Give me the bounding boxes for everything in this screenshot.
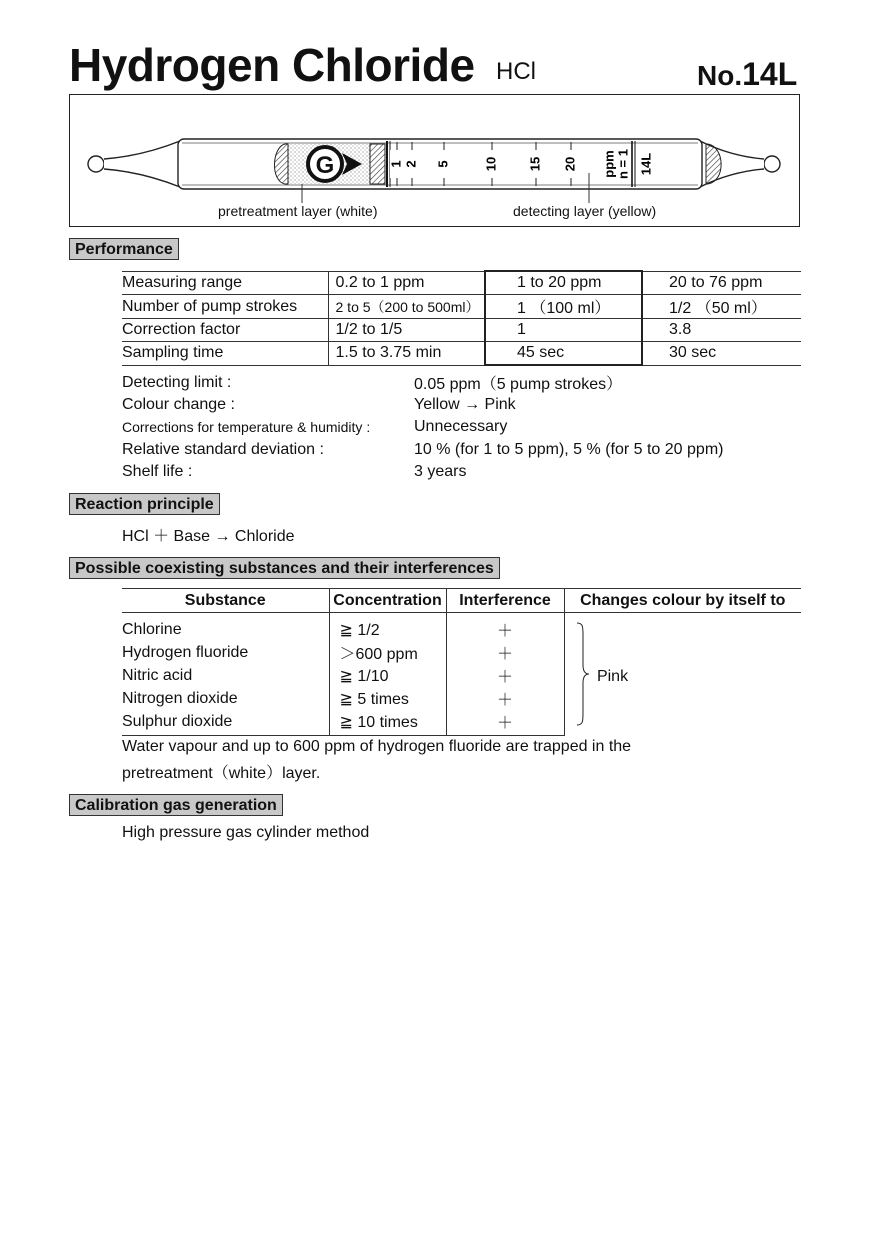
property-value: Yellow → Pink (414, 396, 516, 414)
substance-cell: Hydrogen fluoride (122, 643, 249, 661)
concentration-cell: ＞600 ppm (329, 641, 446, 664)
cell-highlighted: 1 （100 ml） (485, 295, 642, 319)
detecting-layer-label: detecting layer (yellow) (513, 203, 657, 219)
page-title: Hydrogen Chloride (69, 39, 475, 91)
performance-table (122, 270, 801, 366)
substance-cell: Sulphur dioxide (122, 710, 329, 736)
calibration-method: High pressure gas cylinder method (122, 824, 370, 841)
row-label: Number of pump strokes (122, 295, 328, 319)
brace-icon (575, 621, 591, 732)
interference-cell: ＋ (446, 641, 564, 664)
tube-number-value: 14L (742, 56, 798, 92)
row-label: Sampling time (122, 342, 328, 366)
concentration-cell: ≧ 10 times (329, 710, 446, 736)
colour-change-cell (564, 613, 801, 736)
property-label: Relative standard deviation : (122, 440, 324, 458)
pretreatment-layer-label: pretreatment layer (white) (218, 203, 378, 219)
cell-highlighted: 45 sec (485, 342, 642, 366)
property-value: 3 years (414, 463, 467, 481)
reaction-equation: HCl ＋ Base → Chloride (122, 528, 295, 545)
interference-cell: ＋ (446, 613, 564, 642)
cell-highlighted: 1 to 20 ppm (485, 271, 642, 295)
table-row (122, 271, 801, 295)
colour-change-value: Pink (596, 667, 629, 685)
cell-highlighted: 1 (485, 319, 642, 342)
separator-plug (370, 144, 385, 184)
property-value: 0.05 ppm（5 pump strokes） (414, 376, 623, 393)
tube-number-prefix: No. (697, 60, 743, 91)
cell: 1/2 （50 ml） (642, 295, 801, 319)
row-label: Measuring range (122, 271, 328, 295)
substance-cell: Chlorine (122, 620, 182, 638)
cell: 2 to 5（200 to 500ml） (328, 295, 485, 319)
tube-number (697, 56, 797, 93)
interference-note-line-2: pretreatment（white）layer. (122, 765, 321, 782)
list-item (122, 461, 723, 483)
chemical-formula: HCl (496, 58, 536, 85)
scale-label: 20 (562, 156, 578, 172)
interference-cell: ＋ (446, 664, 564, 687)
property-label: Colour change : (122, 396, 235, 414)
row-label: Correction factor (122, 319, 328, 342)
tube-code-label: 14L (638, 152, 654, 176)
properties-list (122, 371, 723, 483)
table-row (122, 342, 801, 366)
interference-note-line-1: Water vapour and up to 600 ppm of hydrogen fluoride are trapped in the (122, 738, 632, 755)
column-header: Interference (446, 589, 564, 613)
column-header: Concentration (329, 589, 446, 613)
unit-label: ppm (601, 150, 617, 178)
cell: 20 to 76 ppm (642, 271, 801, 295)
scale-label: 10 (483, 156, 499, 172)
table-row (122, 319, 801, 342)
tube-illustration-box (69, 94, 800, 227)
cell: 1/2 to 1/5 (328, 319, 485, 342)
scale-label: 2 (403, 160, 419, 168)
property-value: Unnecessary (414, 418, 508, 436)
cell: 1.5 to 3.75 min (328, 342, 485, 366)
interferences-heading: Possible coexisting substances and their interferences (69, 557, 500, 579)
concentration-cell: ≧ 5 times (329, 687, 446, 710)
strokes-label: n = 1 (615, 149, 631, 179)
calibration-heading: Calibration gas generation (69, 794, 283, 816)
list-item (122, 371, 723, 394)
property-label: Detecting limit : (122, 373, 232, 391)
scale-label: 15 (527, 156, 543, 172)
logo-letter: G (315, 152, 335, 179)
interference-cell: ＋ (446, 687, 564, 710)
column-header: Changes colour by itself to (564, 589, 801, 613)
concentration-cell: ≧ 1/10 (329, 664, 446, 687)
concentration-cell: ≧ 1/2 (329, 613, 446, 642)
reaction-heading: Reaction principle (69, 493, 220, 515)
scale-label: 5 (435, 160, 451, 168)
substance-cell: Nitric acid (122, 666, 193, 684)
substance-cell: Nitrogen dioxide (122, 689, 238, 707)
interference-cell: ＋ (446, 710, 564, 736)
interferences-table (122, 588, 801, 736)
column-header: Substance (122, 589, 329, 613)
property-label: Corrections for temperature & humidity : (122, 419, 371, 436)
detector-tube-diagram (70, 95, 798, 225)
tube-left-tip (88, 141, 180, 187)
list-item (122, 394, 723, 416)
performance-heading: Performance (69, 238, 179, 260)
cell: 3.8 (642, 319, 801, 342)
table-row (122, 295, 801, 319)
table-row (122, 613, 801, 642)
scale-label: 1 (388, 160, 404, 168)
property-label: Shelf life : (122, 463, 193, 481)
list-item (122, 416, 723, 438)
table-header-row (122, 589, 801, 613)
list-item (122, 439, 723, 461)
cell: 0.2 to 1 ppm (328, 271, 485, 295)
property-value: 10 % (for 1 to 5 ppm), 5 % (for 5 to 20 ppm) (414, 440, 724, 458)
cell: 30 sec (642, 342, 801, 366)
